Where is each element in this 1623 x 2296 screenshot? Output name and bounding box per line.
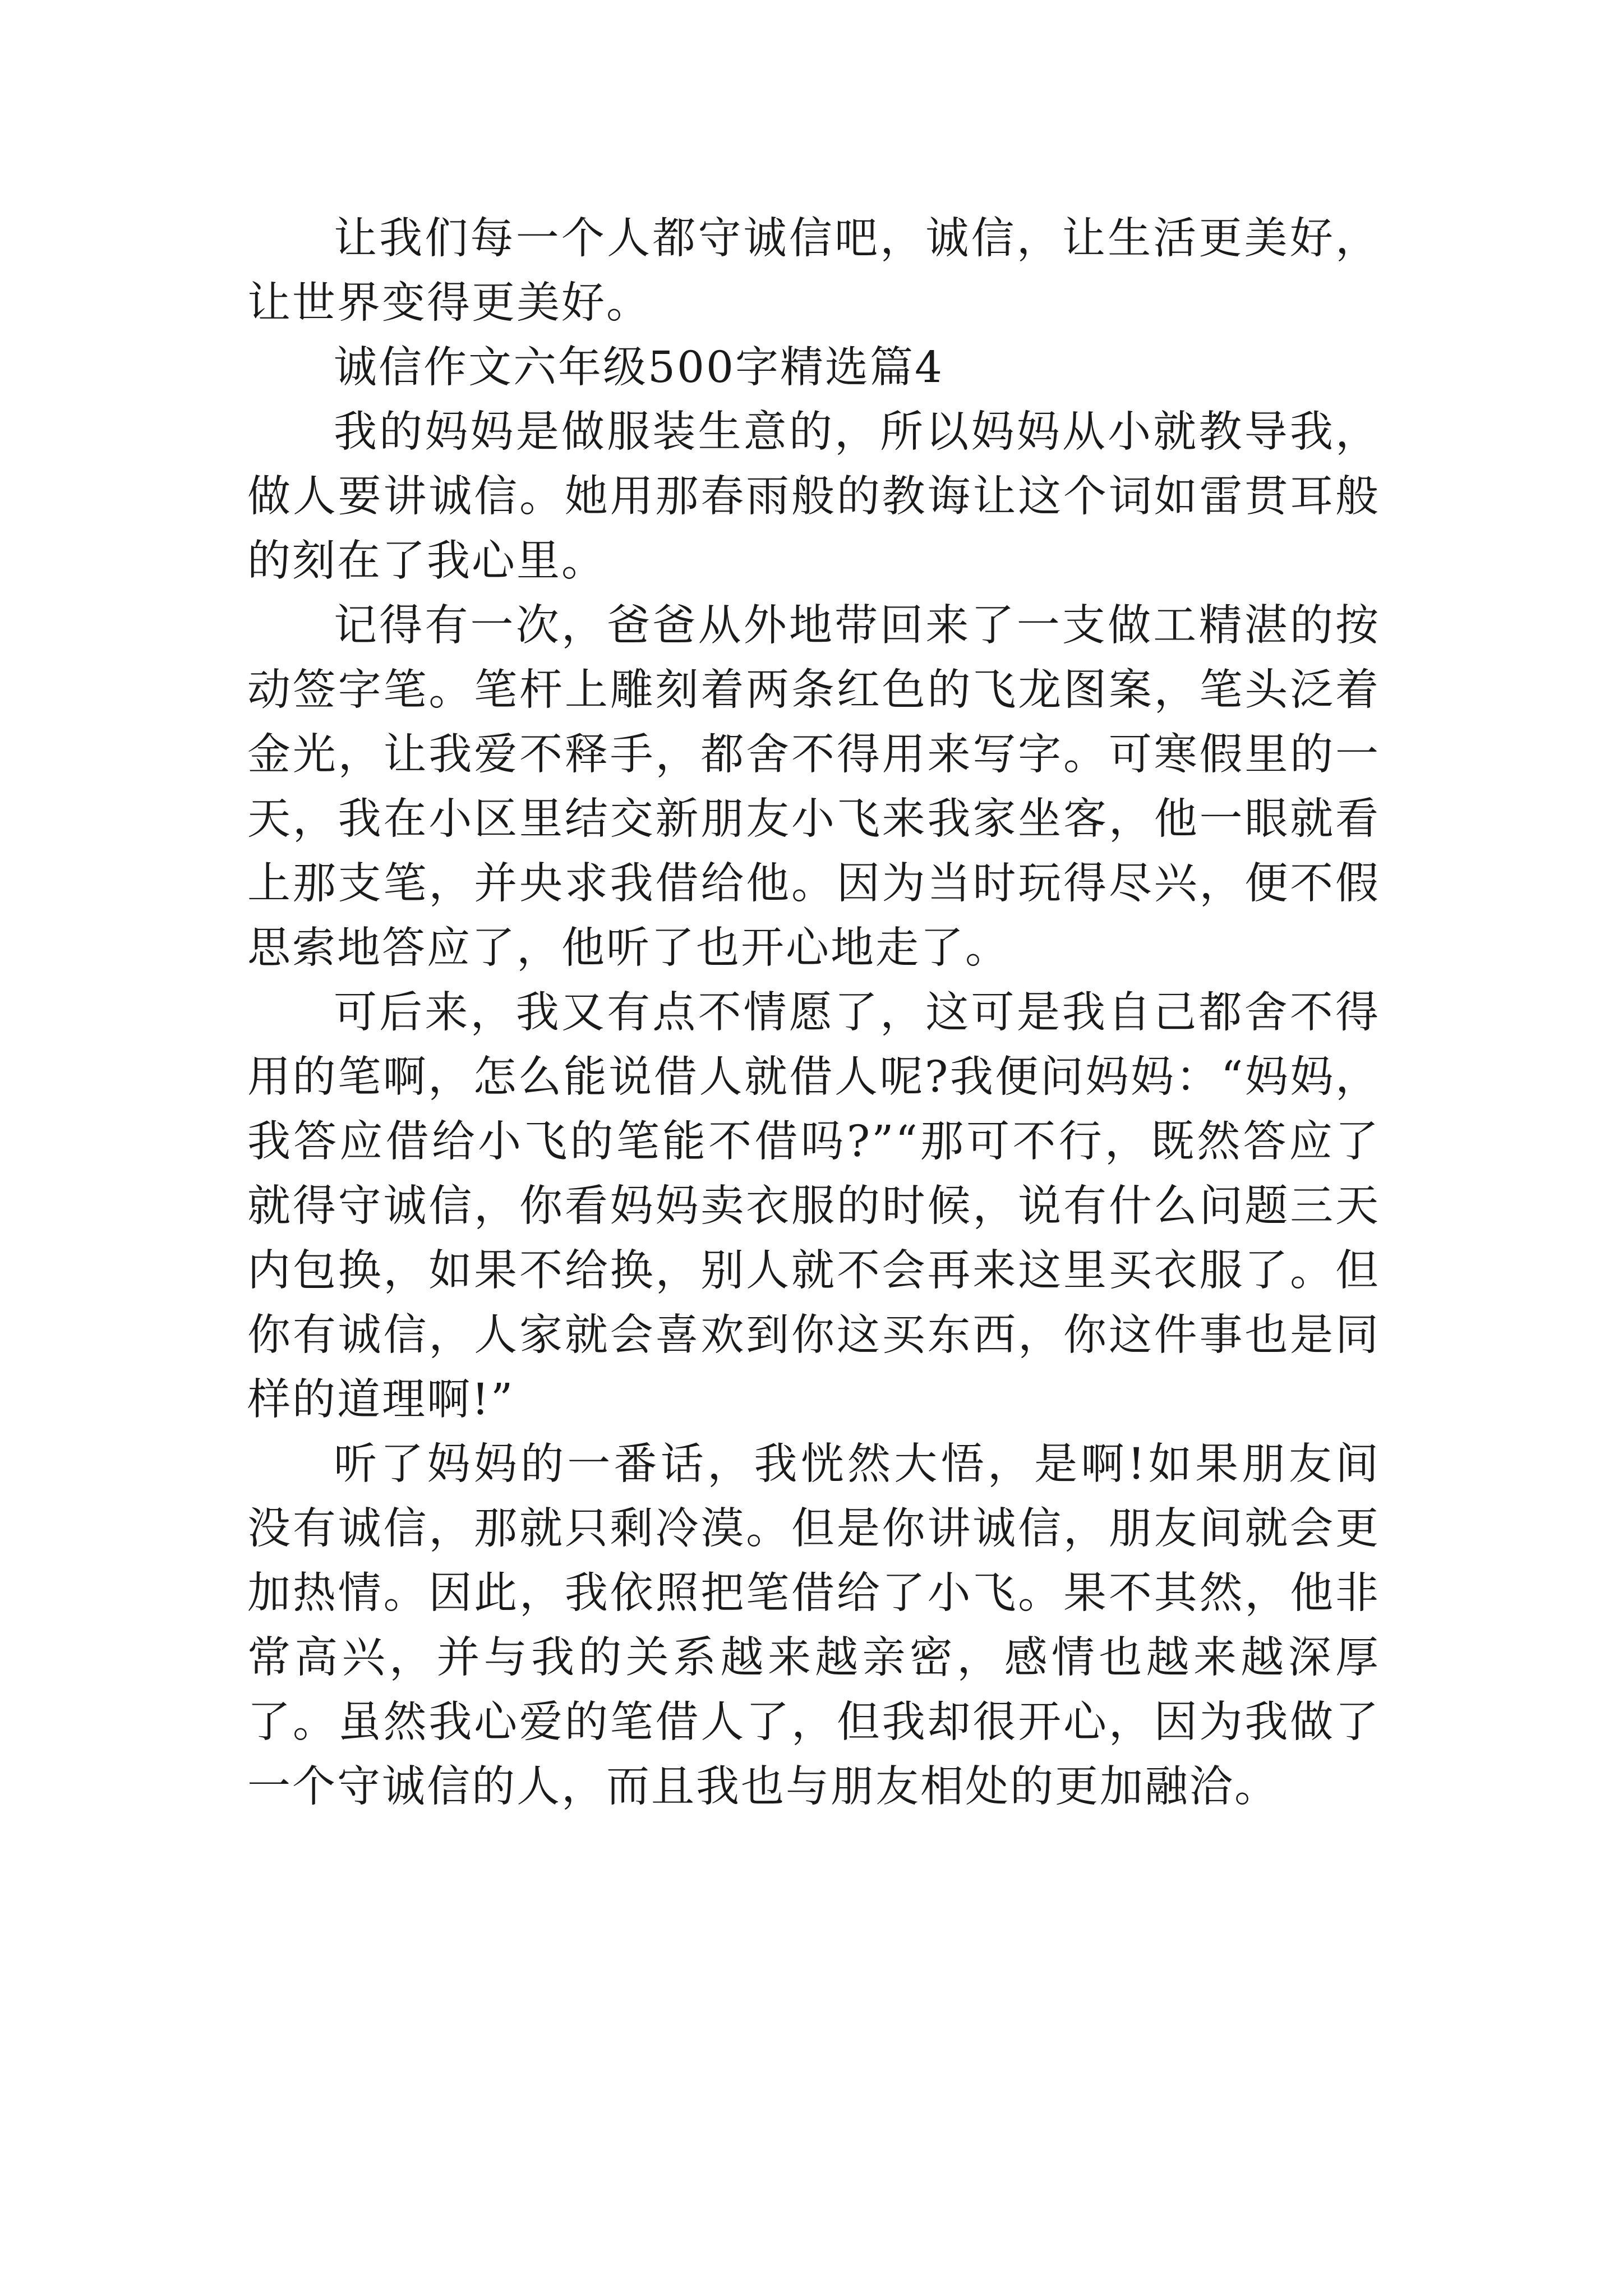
section-heading: 诚信作文六年级500字精选篇4 bbox=[334, 343, 944, 393]
paragraph: 可后来，我又有点不情愿了，这可是我自己都舍不得用的笔啊，怎么能说借人就借人呢?我便问妈妈：“妈妈，我答应借给小飞的笔能不借吗?”“那可不行，既然答应了就得守诚信，你看妈妈卖衣服的时候，说有什么问题三天内包换，如果不给换，别人就不会再来这里买衣服了。但你有诚信，人家就会喜欢到你这买东西，你这件事也是同样的道理啊!” bbox=[247, 988, 1380, 1425]
document-body bbox=[247, 206, 1380, 1819]
paragraph: 让我们每一个人都守诚信吧，诚信，让生活更美好，让世界变得更美好。 bbox=[247, 214, 1380, 328]
paragraph: 听了妈妈的一番话，我恍然大悟，是啊!如果朋友间没有诚信，那就只剩冷漠。但是你讲诚信，朋友间就会更加热情。因此，我依照把笔借给了小飞。果不其然，他非常高兴，并与我的关系越来越亲密，感情也越来越深厚了。虽然我心爱的笔借人了，但我却很开心，因为我做了一个守诚信的人，而且我也与朋友相处的更加融洽。 bbox=[247, 1439, 1380, 1812]
paragraph: 我的妈妈是做服装生意的，所以妈妈从小就教导我，做人要讲诚信。她用那春雨般的教诲让这个词如雷贯耳般的刻在了我心里。 bbox=[247, 407, 1380, 586]
paragraph: 记得有一次，爸爸从外地带回来了一支做工精湛的按动签字笔。笔杆上雕刻着两条红色的飞龙图案，笔头泛着金光，让我爱不释手，都舍不得用来写字。可寒假里的一天，我在小区里结交新朋友小飞来我家坐客，他一眼就看上那支笔，并央求我借给他。因为当时玩得尽兴，便不假思索地答应了，他听了也开心地走了。 bbox=[247, 601, 1380, 973]
